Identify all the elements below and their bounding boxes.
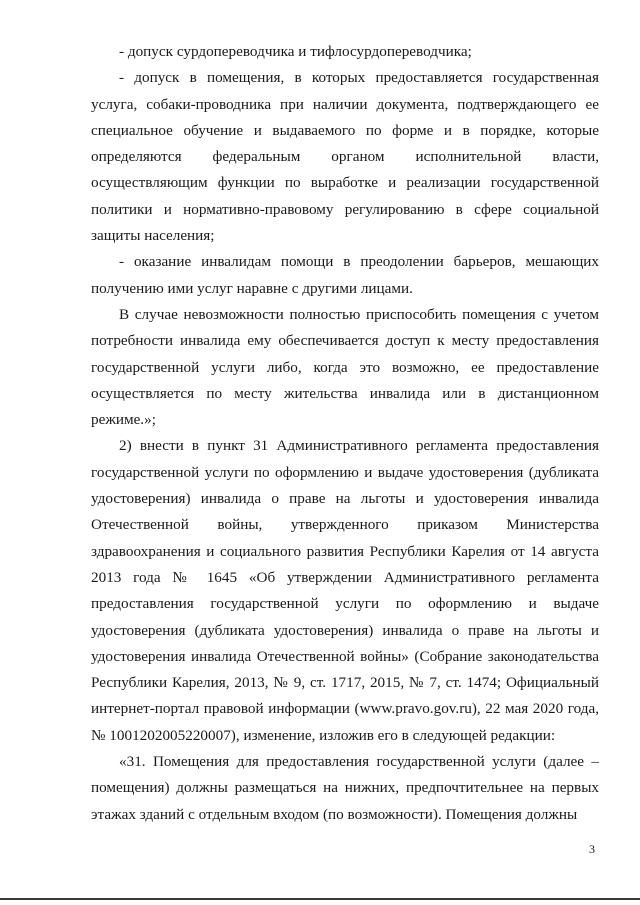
page-number: 3 bbox=[589, 842, 595, 856]
paragraph-sign-language-interpreter: - допуск сурдопереводчика и тифлосурдопереводчика; bbox=[119, 43, 472, 60]
document-body bbox=[91, 39, 599, 828]
paragraph-barrier-assistance: - оказание инвалидам помощи в преодолении барьеров, мешающих получению ими услуг наравне с другими лицами. bbox=[91, 253, 599, 297]
paragraph-amendment-item-2: 2) внести в пункт 31 Административного регламента предоставления государственной услуги по оформлению и выдаче удостоверения (дубликата удостоверения) инвалида о праве на льготы и удостоверения инвалида Отечественной войны, утвержденного приказом Министерства здравоохранения и социального развития Республики Карелия от 14 августа 2013 года № 1645 «Об утверждении Административного регламента предоставления государственной услуги по оформлению и выдаче удостоверения (дубликата удостоверения) инвалида о праве на льготы и удостоверения инвалида Отечественной войны» (Собрание законодательства Республики Карелия, 2013, № 9, ст. 1717, 2015, № 7, ст. 1474; Официальный интернет-портал правовой информации (www.pravo.gov.ru), 22 мая 2020 года, № 1001202005220007), изменение, изложив его в следующей редакции: bbox=[91, 437, 599, 744]
paragraph-clause-31: «31. Помещения для предоставления государственной услуги (далее – помещения) должны размещаться на нижних, предпочтительнее на первых этажах зданий с отдельным входом (по возможности). Помещения должны bbox=[91, 753, 599, 823]
page-bottom-divider bbox=[0, 898, 640, 900]
paragraph-guide-dog: - допуск в помещения, в которых предоставляется государственная услуга, собаки-проводника при наличии документа, подтверждающего ее специальное обучение и выдаваемого по форме и в порядке, которые определяются федеральным органом исполнительной власти, осуществляющим функции по выработке и реализации государственной политики и нормативно-правовому регулированию в сфере социальной защиты населения; bbox=[91, 69, 599, 245]
paragraph-remote-service: В случае невозможности полностью приспособить помещения с учетом потребности инвалида ему обеспечивается доступ к месту предоставления государственной услуги либо, когда это возможно, ее предоставление осуществляется по месту жительства инвалида или в дистанционном режиме.»; bbox=[91, 305, 599, 429]
